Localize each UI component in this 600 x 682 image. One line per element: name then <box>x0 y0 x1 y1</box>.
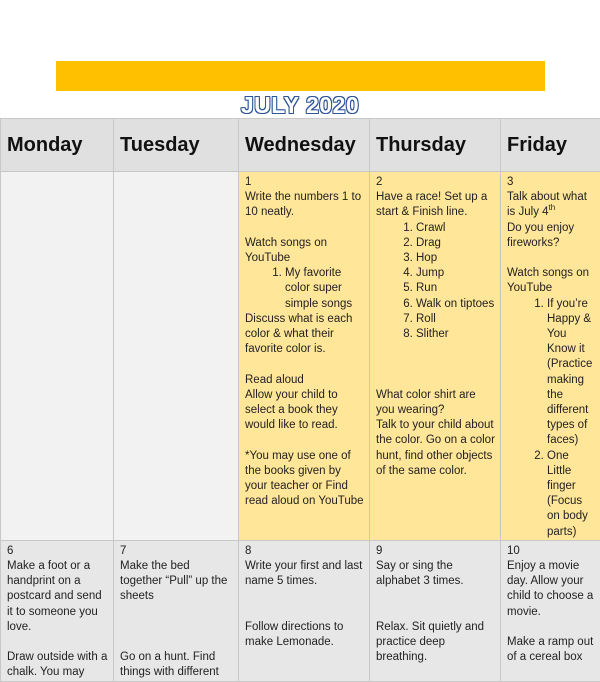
song-list <box>245 266 364 312</box>
activity-text: Talk to your child about the color. Go on a color hunt, find other objects of the same color. <box>376 418 495 479</box>
day-number: 3 <box>507 175 595 190</box>
calendar-cell-day-7 <box>114 540 239 681</box>
list-item: 1. If you’re Happy & You Know it (Practice making the different types of faces) <box>547 297 595 449</box>
calendar-cell-day-2 <box>370 172 501 541</box>
list-item: 2. One Little finger (Focus on body parts) <box>547 449 595 540</box>
calendar-cell-day-1 <box>239 172 370 541</box>
activity-text: Make the bed together “Pull” up the sheets <box>120 559 233 605</box>
day-header-friday: Friday <box>501 119 600 172</box>
calendar-table <box>0 118 600 682</box>
list-item: 1. My favorite color super simple songs <box>285 266 364 312</box>
activity-text: Watch songs on YouTube <box>245 236 364 266</box>
activity-text: Write the numbers 1 to 10 neatly. <box>245 190 364 220</box>
activity-text: Draw outside with a chalk. You may <box>7 650 108 680</box>
week-row-2 <box>1 540 600 681</box>
calendar-cell-day-10 <box>501 540 600 681</box>
day-header-row <box>1 119 600 172</box>
calendar-cell-day-3 <box>501 172 600 541</box>
day-header-tuesday: Tuesday <box>114 119 239 172</box>
empty-cell-tuesday <box>114 172 239 541</box>
list-item: 6. Walk on tiptoes <box>416 297 495 312</box>
movement-list <box>376 221 495 343</box>
activity-text: Go on a hunt. Find things with different <box>120 650 233 680</box>
activity-text: Talk about what is July 4th <box>507 190 595 220</box>
day-header-thursday: Thursday <box>370 119 501 172</box>
list-item: 4. Jump <box>416 266 495 281</box>
day-number: 1 <box>245 175 364 190</box>
list-item: 8. Slither <box>416 327 495 342</box>
activity-text: Discuss what is each color & what their favorite color is. <box>245 312 364 358</box>
day-number: 8 <box>245 544 364 559</box>
activity-text: Follow directions to make Lemonade. <box>245 620 364 650</box>
activity-text: Do you enjoy fireworks? <box>507 221 595 251</box>
day-header-wednesday: Wednesday <box>239 119 370 172</box>
activity-text: Write your first and last name 5 times. <box>245 559 364 589</box>
calendar-cell-day-8 <box>239 540 370 681</box>
activity-text: What color shirt are you wearing? <box>376 388 495 418</box>
day-header-monday: Monday <box>1 119 114 172</box>
activity-text: Have a race! Set up a start & Finish line. <box>376 190 495 220</box>
activity-text: Make a foot or a handprint on a postcard and send it to someone you love. <box>7 559 108 635</box>
day-number: 2 <box>376 175 495 190</box>
activity-text: Make a ramp out of a cereal box <box>507 635 595 665</box>
header-banner <box>56 61 545 91</box>
activity-text: Allow your child to select a book they would like to read. <box>245 388 364 434</box>
activity-text: Enjoy a movie day. Allow your child to choose a movie. <box>507 559 595 620</box>
activity-note: *You may use one of the books given by your teacher or Find read aloud on YouTube <box>245 449 364 510</box>
day-number: 9 <box>376 544 495 559</box>
empty-cell-monday <box>1 172 114 541</box>
activity-text: Relax. Sit quietly and practice deep breathing. <box>376 620 495 666</box>
activity-heading: Read aloud <box>245 373 364 388</box>
calendar-cell-day-6 <box>1 540 114 681</box>
list-item: 7. Roll <box>416 312 495 327</box>
list-item: 5. Run <box>416 281 495 296</box>
activity-text: Watch songs on YouTube <box>507 266 595 296</box>
calendar-cell-day-9 <box>370 540 501 681</box>
day-number: 6 <box>7 544 108 559</box>
activity-text: Say or sing the alphabet 3 times. <box>376 559 495 589</box>
song-list <box>507 297 595 540</box>
list-item: 3. Hop <box>416 251 495 266</box>
list-item: 2. Drag <box>416 236 495 251</box>
list-item: 1. Crawl <box>416 221 495 236</box>
page-title: JULY 2020 <box>0 92 600 119</box>
day-number: 10 <box>507 544 595 559</box>
day-number: 7 <box>120 544 233 559</box>
week-row-1 <box>1 172 600 541</box>
